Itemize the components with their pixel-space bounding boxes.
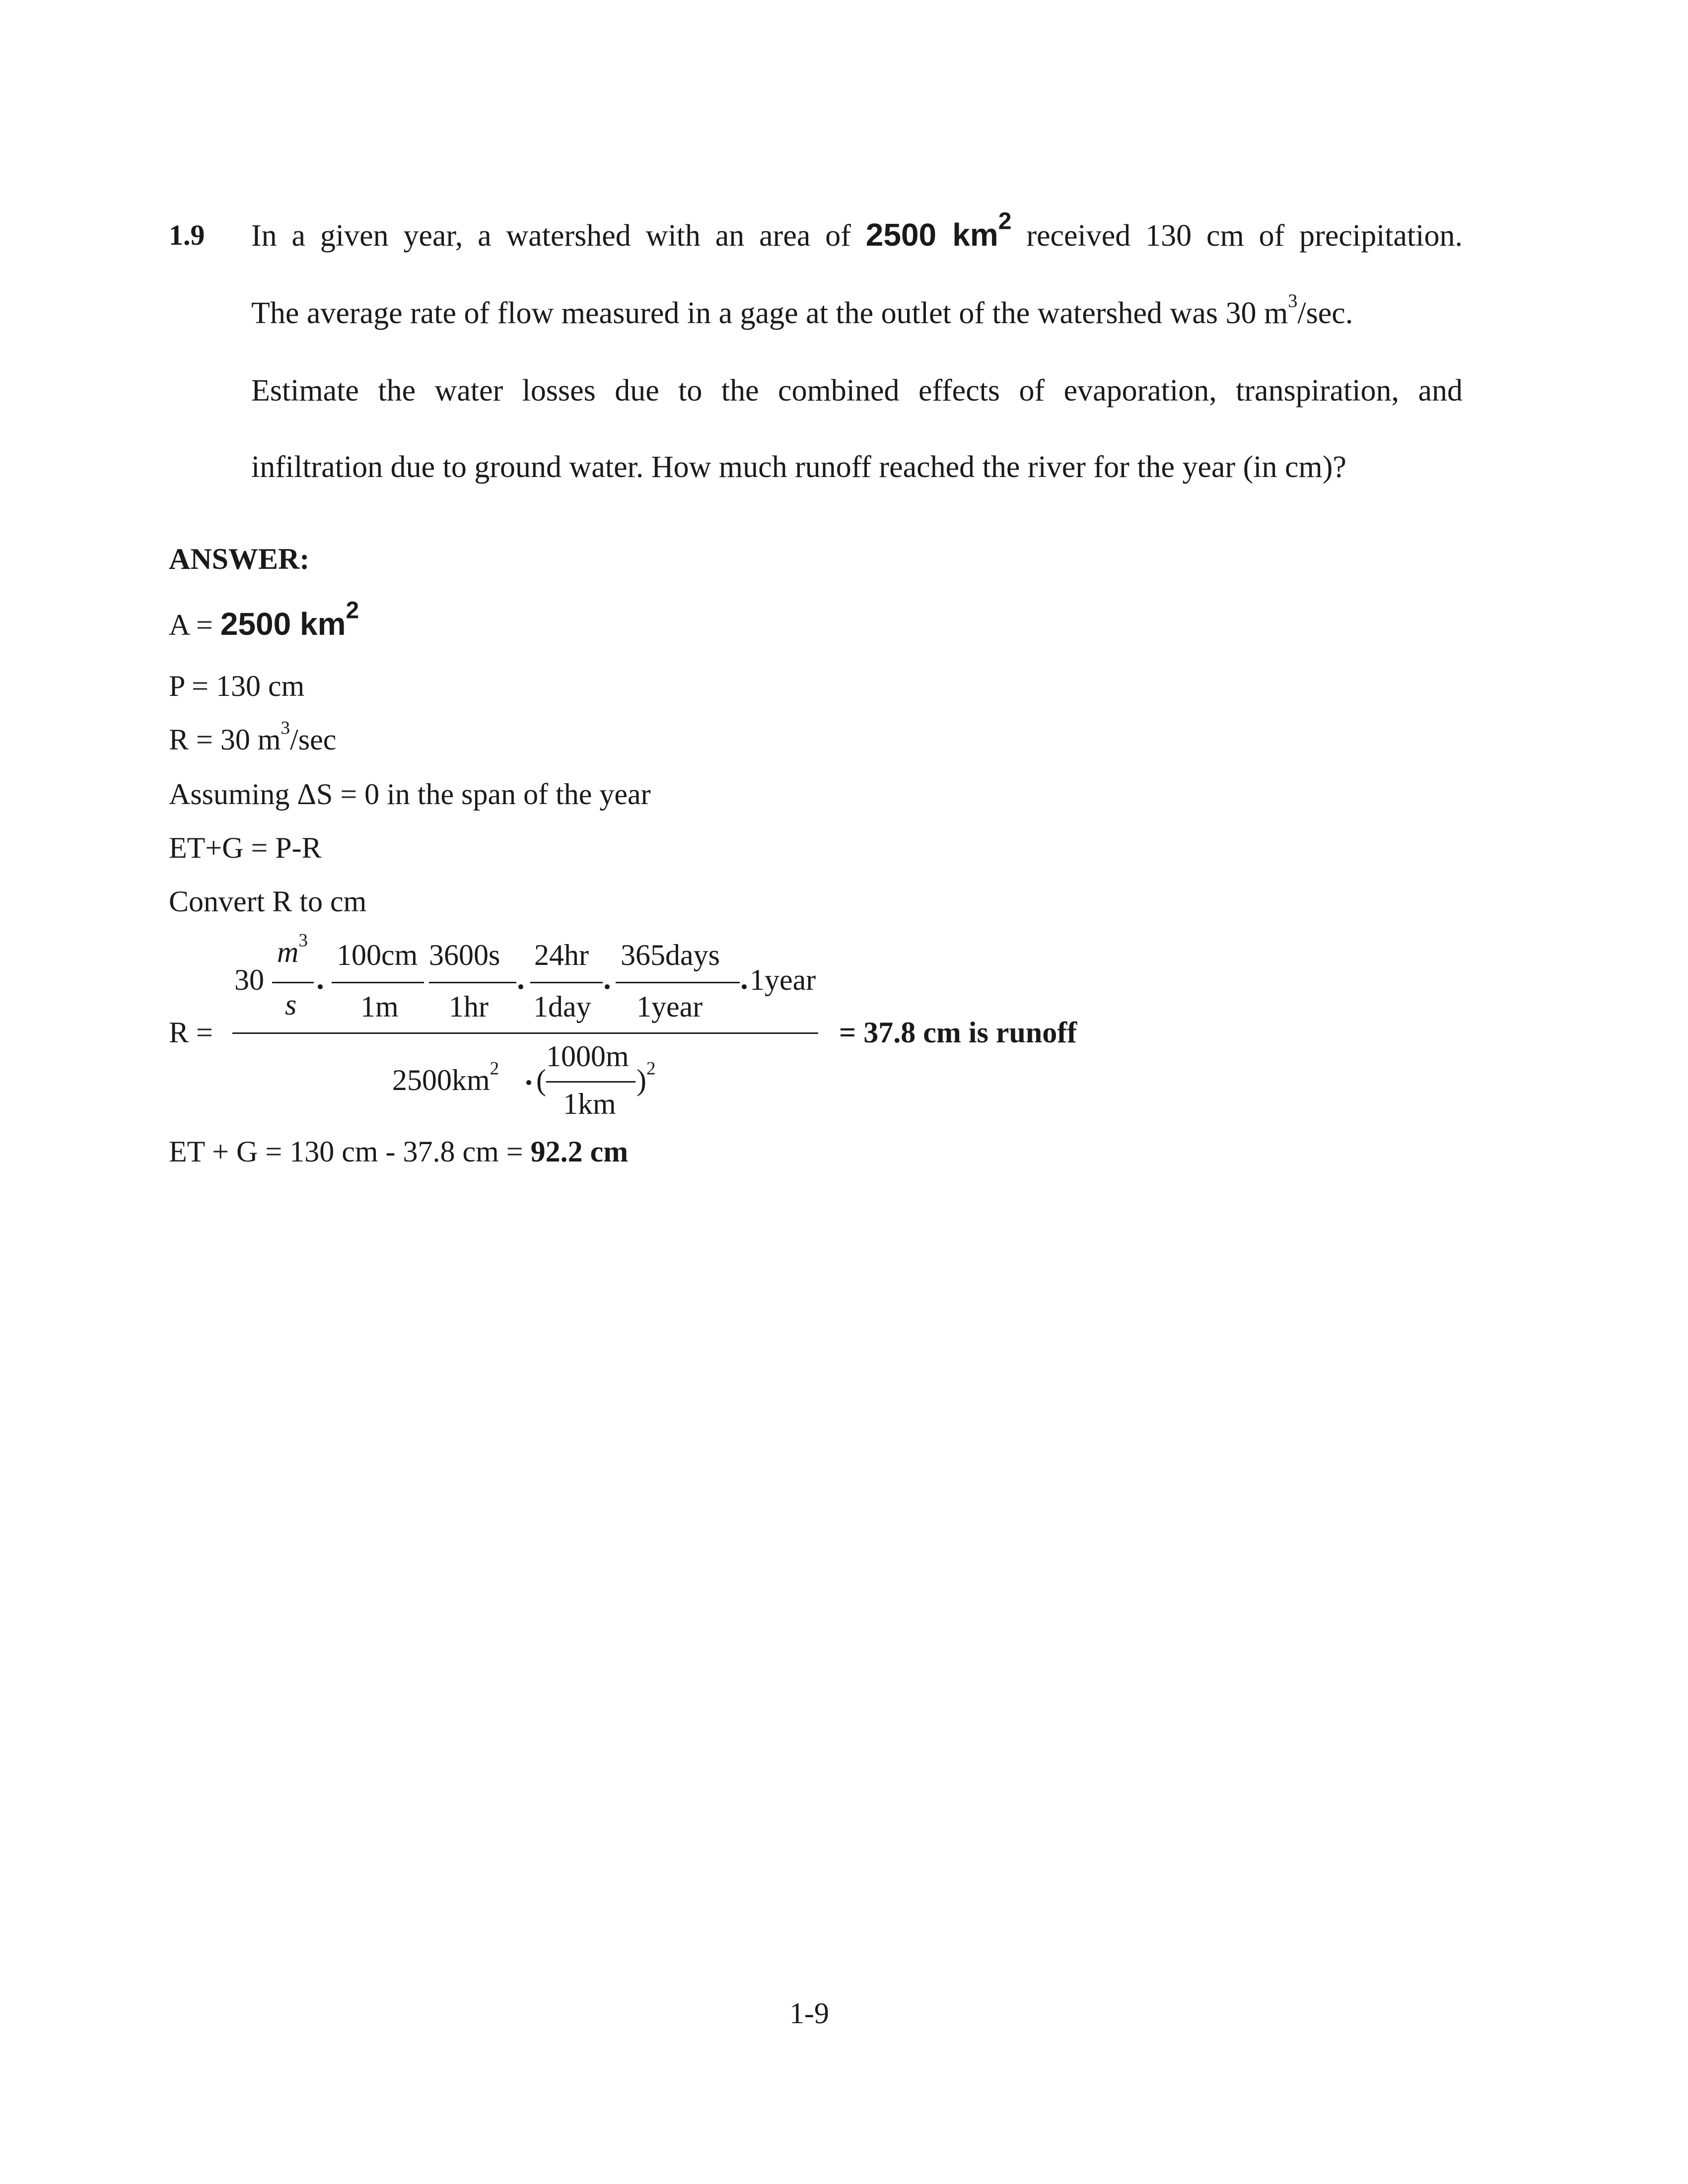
area-exponent: 2 <box>998 208 1012 235</box>
runoff-given-post: /sec <box>290 723 337 756</box>
multiply-dot-4 <box>742 984 747 989</box>
fraction-3-denominator: 1hr <box>449 990 489 1023</box>
multiply-dot-2 <box>518 984 523 989</box>
fraction-5-bar <box>616 982 740 983</box>
fraction-4-bar <box>530 982 603 983</box>
problem-line-1 <box>251 208 1463 254</box>
area-given-value <box>220 597 359 642</box>
fraction-3-numerator: 3600s <box>429 939 500 971</box>
fraction-1-numerator <box>277 930 308 969</box>
denominator-close-paren <box>636 1058 656 1097</box>
fraction-2-numerator: 100cm <box>337 939 418 971</box>
area-given <box>169 597 359 642</box>
multiply-dot-5 <box>526 1080 531 1085</box>
storage-assumption: Assuming ΔS = 0 in the span of the year <box>169 778 651 811</box>
fraction-1-denominator: s <box>285 988 297 1021</box>
fraction-3-bar <box>429 982 516 983</box>
denominator-conversion-numerator: 1000m <box>546 1040 629 1073</box>
runoff-given-exponent: 3 <box>281 718 290 739</box>
problem-line-2 <box>251 290 1353 331</box>
formula-lhs: R = <box>169 1016 213 1049</box>
fraction-1-numerator-text: m <box>277 936 299 968</box>
problem-line-1-post: received 130 cm of precipitation. <box>1026 219 1463 253</box>
runoff-given <box>169 718 337 757</box>
fraction-1-numerator-exponent: 3 <box>298 930 308 951</box>
problem-line-3: Estimate the water losses due to the combined effects of evaporation, transpiration, and <box>251 374 1463 408</box>
problem-line-2-post: /sec. <box>1297 296 1353 330</box>
precipitation-given: P = 130 cm <box>169 670 305 702</box>
fraction-4-denominator: 1day <box>533 990 591 1023</box>
problem-line-2-pre: The average rate of flow measured in a gage at the outlet of the watershed was 30 m <box>251 296 1288 330</box>
fraction-2-denominator: 1m <box>360 990 399 1023</box>
area-label: A = <box>169 609 213 641</box>
problem-number: 1.9 <box>169 219 205 251</box>
final-result-value: 92.2 cm <box>530 1135 629 1168</box>
problem-line-1-pre: In a given year, a watershed with an area of <box>251 219 851 253</box>
area-given-exponent: 2 <box>346 597 359 624</box>
problem-line-4: infiltration due to ground water. How much runoff reached the river for the year (in cm)? <box>251 450 1346 484</box>
denominator-conversion-denominator: 1km <box>563 1088 616 1120</box>
fraction-2-bar <box>332 982 424 983</box>
denominator-area-text: 2500km <box>392 1064 490 1096</box>
main-fraction-bar <box>232 1032 818 1034</box>
water-balance-equation: ET+G = P-R <box>169 831 322 864</box>
area-value <box>865 208 1012 253</box>
flow-exponent: 3 <box>1288 290 1298 312</box>
area-given-number: 2500 km <box>220 606 346 642</box>
final-result <box>169 1135 628 1169</box>
fraction-5-denominator: 1year <box>636 990 703 1023</box>
page-number: 1-9 <box>789 1997 829 2030</box>
runoff-given-pre: R = 30 m <box>169 723 281 756</box>
fraction-5-numerator: 365days <box>621 939 720 971</box>
denominator-area-exponent: 2 <box>490 1058 499 1079</box>
formula-tail: 1year <box>750 963 816 996</box>
multiply-dot-1 <box>318 984 323 989</box>
multiply-dot-3 <box>605 984 610 989</box>
denominator-close-exponent: 2 <box>646 1058 656 1079</box>
answer-heading: ANSWER: <box>169 543 310 575</box>
denominator-area <box>392 1058 499 1097</box>
denominator-close-paren-text: ) <box>636 1064 646 1096</box>
formula-coefficient: 30 <box>234 963 264 996</box>
denominator-open-paren: ( <box>536 1064 546 1096</box>
convert-instruction: Convert R to cm <box>169 885 367 918</box>
formula-result: = 37.8 cm is runoff <box>839 1016 1077 1049</box>
denominator-conversion-bar <box>546 1081 635 1083</box>
fraction-4-numerator: 24hr <box>534 939 589 971</box>
final-result-expression: ET + G = 130 cm - 37.8 cm = <box>169 1135 523 1168</box>
area-number: 2500 km <box>865 217 998 253</box>
fraction-1-bar <box>272 982 314 983</box>
